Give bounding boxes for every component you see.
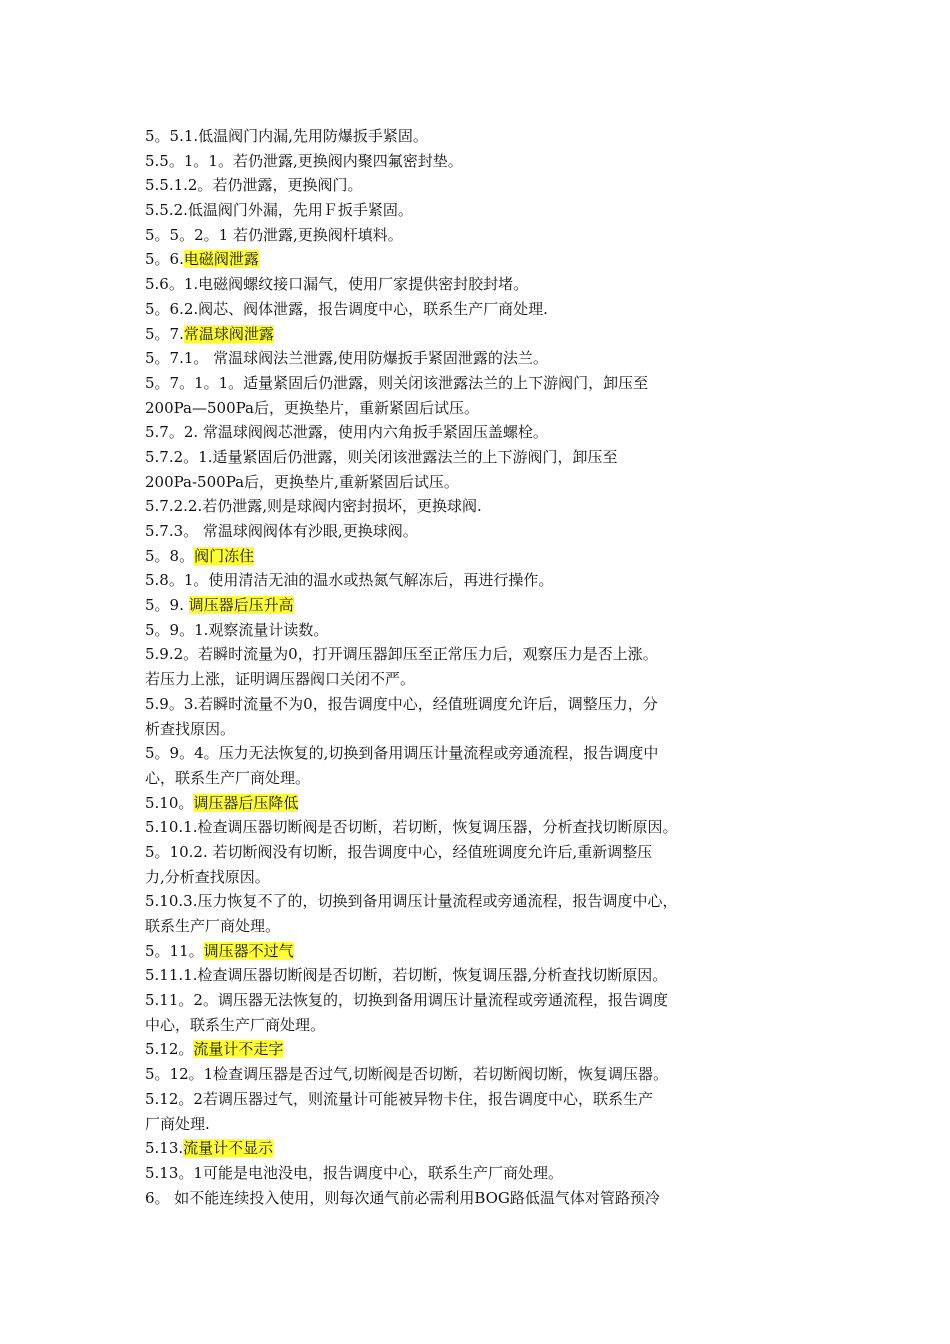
- line-text: 5.13.: [145, 1139, 184, 1158]
- body-text-line: [145, 963, 825, 988]
- body-text-line: [145, 988, 825, 1013]
- line-text: 5.7.2。1.适量紧固后仍泄露，则关闭该泄露法兰的上下游阀门，卸压至: [145, 447, 618, 466]
- body-text-line: [145, 396, 825, 421]
- body-text-line: [145, 642, 825, 667]
- highlighted-heading: 调压器后压降低: [193, 793, 299, 812]
- line-text: 析查找原因。: [145, 719, 236, 738]
- body-text-line: [145, 494, 825, 519]
- body-text-line: [145, 692, 825, 717]
- body-text-line: [145, 346, 825, 371]
- body-text-line: [145, 1013, 825, 1038]
- body-text-line: [145, 519, 825, 544]
- body-text-line: [145, 741, 825, 766]
- line-text: 200Pa—500Pa后，更换垫片，重新紧固后试压。: [145, 398, 479, 417]
- line-text: 5.11。2。调压器无法恢复的，切换到备用调压计量流程或旁通流程，报告调度: [145, 991, 668, 1010]
- body-text-line: [145, 618, 825, 643]
- line-text: 5。10.2. 若切断阀没有切断，报告调度中心，经值班调度允许后,重新调整压: [145, 842, 653, 861]
- body-text-line: [145, 149, 825, 174]
- line-text: 5.7.3。 常温球阀阀体有沙眼,更换球阀。: [145, 522, 418, 540]
- line-text: 5.5。1。1。若仍泄露,更换阀内聚四氟密封垫。: [145, 151, 463, 170]
- document-body: [145, 124, 825, 1210]
- highlighted-heading: 调压器后压升高: [188, 596, 294, 615]
- line-text: 5。7.1。 常温球阀法兰泄露,使用防爆扳手紧固泄露的法兰。: [145, 349, 548, 368]
- line-text: 联系生产厂商处理。: [145, 917, 281, 935]
- line-text: 5.8。1。使用清洁无油的温水或热氮气解冻后，再进行操作。: [145, 571, 554, 590]
- line-text: 5。11。: [145, 941, 204, 960]
- body-text-line: [145, 470, 825, 495]
- line-text: 5.13。1可能是电池没电，报告调度中心，联系生产厂商处理。: [145, 1163, 563, 1182]
- section-heading-line: [145, 544, 825, 569]
- line-text: 6。 如不能连续投入使用，则每次通气前必需利用BOG路低温气体对管路预冷: [145, 1188, 660, 1207]
- section-heading-line: [145, 593, 825, 618]
- body-text-line: [145, 815, 825, 840]
- line-text: 5.10。: [145, 793, 194, 812]
- body-text-line: [145, 297, 825, 322]
- line-text: 力,分析查找原因。: [145, 867, 270, 886]
- section-heading-line: [145, 791, 825, 816]
- body-text-line: [145, 766, 825, 791]
- line-text: 5。6.: [145, 250, 184, 269]
- line-text: 厂商处理.: [145, 1114, 210, 1133]
- line-text: 5.12。: [145, 1040, 194, 1059]
- line-text: 中心，联系生产厂商处理。: [145, 1015, 326, 1034]
- line-text: 5。5。2。1 若仍泄露,更换阀杆填料。: [145, 225, 403, 244]
- highlighted-heading: 电磁阀泄露: [183, 250, 259, 269]
- section-heading-line: [145, 247, 825, 272]
- line-text: 5.9.2。若瞬时流量为0，打开调压器卸压至正常压力后，观察压力是否上涨。: [145, 645, 658, 664]
- body-text-line: [145, 840, 825, 865]
- line-text: 5.5.1.2。若仍泄露，更换阀门。: [145, 176, 363, 195]
- line-text: 5.5.2.低温阀门外漏，先用Ｆ扳手紧固。: [145, 201, 413, 220]
- line-text: 若压力上涨，证明调压器阀口关闭不严。: [145, 670, 416, 689]
- body-text-line: [145, 717, 825, 742]
- body-text-line: [145, 914, 825, 939]
- line-text: 5。9.: [145, 596, 189, 615]
- section-heading-line: [145, 939, 825, 964]
- line-text: 5.6。1.电磁阀螺纹接口漏气，使用厂家提供密封胶封堵。: [145, 275, 529, 294]
- line-text: 5。12。1检查调压器是否过气,切断阀是否切断，若切断阀切断，恢复调压器。: [145, 1065, 668, 1084]
- line-text: 5.7.2.2.若仍泄露,则是球阀内密封损坏，更换球阀.: [145, 497, 482, 516]
- line-text: 5.10.3.压力恢复不了的，切换到备用调压计量流程或旁通流程，报告调度中心，: [145, 892, 678, 911]
- body-text-line: [145, 124, 825, 149]
- body-text-line: [145, 667, 825, 692]
- body-text-line: [145, 420, 825, 445]
- body-text-line: [145, 173, 825, 198]
- line-text: 5。7.: [145, 324, 184, 343]
- section-heading-line: [145, 322, 825, 347]
- body-text-line: [145, 371, 825, 396]
- line-text: 5.11.1.检查调压器切断阀是否切断，若切断，恢复调压器,分析查找切断原因。: [145, 966, 668, 985]
- line-text: 200Pa-500Pa后，更换垫片,重新紧固后试压。: [145, 472, 459, 491]
- line-text: 5.10.1.检查调压器切断阀是否切断，若切断，恢复调压器，分析查找切断原因。: [145, 818, 678, 837]
- body-text-line: [145, 1161, 825, 1186]
- body-text-line: [145, 1062, 825, 1087]
- line-text: 心，联系生产厂商处理。: [145, 768, 311, 787]
- body-text-line: [145, 1112, 825, 1137]
- section-heading-line: [145, 1037, 825, 1062]
- line-text: 5.7。2. 常温球阀阀芯泄露，使用内六角扳手紧固压盖螺栓。: [145, 423, 548, 442]
- body-text-line: [145, 1186, 825, 1211]
- line-text: 5.12。2若调压器过气，则流量计可能被异物卡住，报告调度中心，联系生产: [145, 1089, 653, 1108]
- line-text: 5。8。: [145, 546, 195, 565]
- body-text-line: [145, 889, 825, 914]
- highlighted-heading: 阀门冻住: [194, 546, 255, 565]
- line-text: 5。6.2.阀芯、阀体泄露，报告调度中心，联系生产厂商处理.: [145, 299, 548, 318]
- line-text: 5。9。4。压力无法恢复的,切换到备用调压计量流程或旁通流程，报告调度中: [145, 744, 659, 763]
- line-text: 5。7。1。1。适量紧固后仍泄露，则关闭该泄露法兰的上下游阀门，卸压至: [145, 373, 649, 392]
- line-text: 5。9。1.观察流量计读数。: [145, 620, 329, 639]
- highlighted-heading: 流量计不显示: [183, 1139, 274, 1158]
- line-text: 5。5.1.低温阀门内漏,先用防爆扳手紧固。: [145, 127, 428, 145]
- body-text-line: [145, 865, 825, 890]
- highlighted-heading: 调压器不过气: [203, 941, 294, 960]
- body-text-line: [145, 1087, 825, 1112]
- section-heading-line: [145, 1136, 825, 1161]
- body-text-line: [145, 568, 825, 593]
- highlighted-heading: 流量计不走字: [193, 1040, 284, 1059]
- body-text-line: [145, 272, 825, 297]
- line-text: 5.9。3.若瞬时流量不为0，报告调度中心，经值班调度允许后，调整压力，分: [145, 694, 658, 713]
- body-text-line: [145, 198, 825, 223]
- highlighted-heading: 常温球阀泄露: [183, 324, 274, 343]
- body-text-line: [145, 445, 825, 470]
- body-text-line: [145, 223, 825, 248]
